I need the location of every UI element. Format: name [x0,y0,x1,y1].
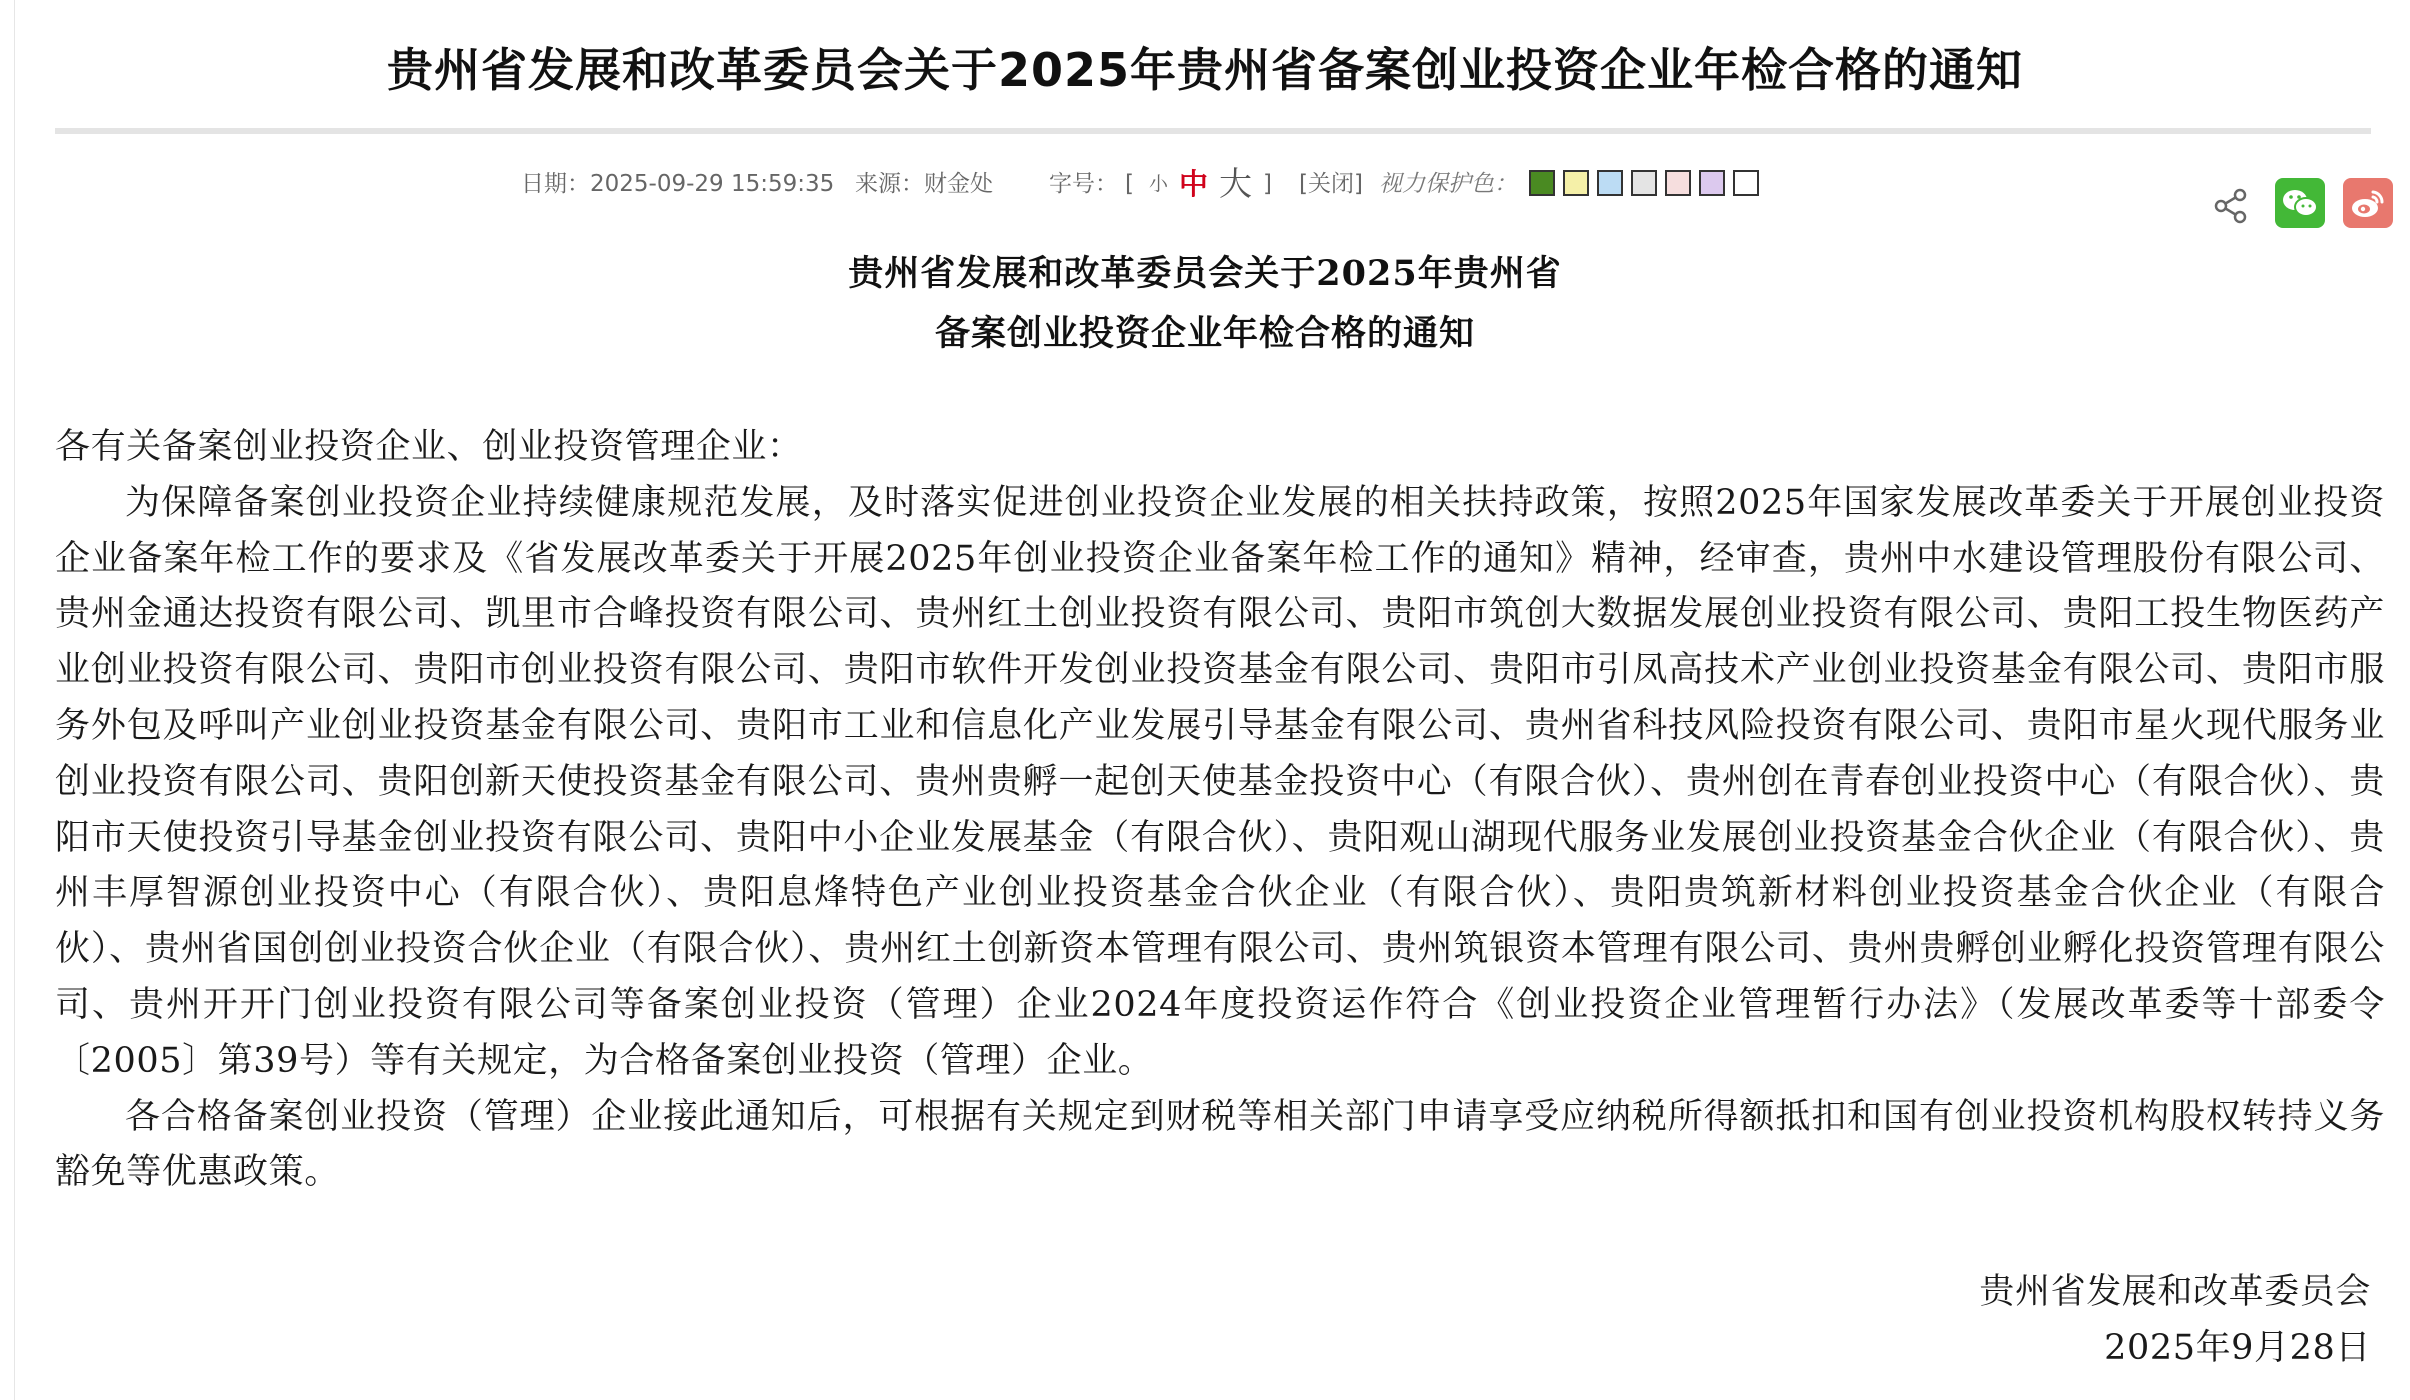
document-title-line-1: 贵州省发展和改革委员会关于2025年贵州省 [848,253,1562,294]
document-title-line-2: 备案创业投资企业年检合格的通知 [934,313,1475,354]
weibo-share-button[interactable] [2343,178,2393,228]
eye-color-swatch-blue[interactable] [1597,170,1623,196]
font-size-small-button[interactable]: 小 [1149,173,1169,195]
font-size-large-button[interactable]: 大 [1219,164,1252,203]
eye-color-swatch-pink[interactable] [1665,170,1691,196]
eye-color-swatch-purple[interactable] [1699,170,1725,196]
eye-color-swatch-white[interactable] [1733,170,1759,196]
share-icon[interactable] [2211,186,2251,226]
source-label: 来源：财金处 [855,171,993,197]
body-paragraph-2: 各合格备案创业投资（管理）企业接此通知后，可根据有关规定到财税等相关部门申请享受应纳税所得额抵扣和国有创业投资机构股权转持义务豁免等优惠政策。 [55,1096,2385,1193]
salutation: 各有关备案创业投资企业、创业投资管理企业： [55,427,803,467]
eye-protection-label: 视力保护色： [1379,171,1517,197]
signature-organization: 贵州省发展和改革委员会 [1979,1272,2371,1312]
font-size-medium-button[interactable]: 中 [1179,167,1209,201]
document-body [55,420,2385,1201]
body-paragraph-1: 为保障备案创业投资企业持续健康规范发展，及时落实促进创业投资企业发展的相关扶持政策，按照2025年国家发展改革委关于开展创业投资企业备案年检工作的要求及《省发展改革委关于开展2025年创业投资企业备案年检工作的通知》精神，经审查，贵州中水建设管理股份有限公司、贵州金通达投资有限公司、凯里市合峰投资有限公司、贵州红土创业投资有限公司、贵阳市筑创大数据发展创业投资有限公司、贵阳工投生物医药产业创业投资有限公司、贵阳市创业投资有限公司、贵阳市软件开发创业投资基金有限公司、贵阳市引凤高技术产业创业投资基金有限公司、贵阳市服务外包及呼叫产业创业投资基金有限公司、贵阳市工业和信息化产业发展引导基金有限公司、贵州省科技风险投资有限公司、贵阳市星火现代服务业创业投资有限公司、贵阳创新天使投资基金有限公司、贵州贵孵一起创天使基金投资中心（有限合伙）、贵州创在青春创业投资中心（有限合伙）、贵阳市天使投资引导基金创业投资有限公司、贵阳中小企业发展基金（有限合伙）、贵阳观山湖现代服务业发展创业投资基金合伙企业（有限合伙）、贵州丰厚智源创业投资中心（有限合伙）、贵阳息烽特色产业创业投资基金合伙企业（有限合伙）、贵阳贵筑新材料创业投资基金合伙企业（有限合伙）、贵州省国创创业投资合伙企业（有限合伙）、贵州红土创新资本管理有限公司、贵州筑银资本管理有限公司、贵州贵孵创业孵化投资管理有限公司、贵州开开门创业投资有限公司等备案创业投资（管理）企业2024年度投资运作符合《创业投资企业管理暂行办法》（发展改革委等十部委令〔2005〕第39号）等有关规定，为合格备案创业投资（管理）企业。 [55,482,2385,1081]
font-size-label: 字号： [1049,171,1118,197]
page-title: 贵州省发展和改革委员会关于2025年贵州省备案创业投资企业年检合格的通知 [386,43,2024,97]
weibo-icon [2343,178,2393,228]
font-size-bracket-open: [ [1125,171,1134,197]
share-toolbar [2211,178,2401,234]
eye-color-swatch-yellow[interactable] [1563,170,1589,196]
signature-date: 2025年9月28日 [2104,1328,2371,1368]
article-meta-bar [15,164,2395,204]
font-size-bracket-close: ] [1263,171,1272,197]
article-page [14,0,2410,1400]
publish-date: 日期：2025-09-29 15:59:35 [521,171,835,197]
title-divider [55,128,2371,134]
wechat-icon [2275,178,2325,228]
eye-color-swatch-gray[interactable] [1631,170,1657,196]
wechat-share-button[interactable] [2275,178,2325,228]
eye-color-swatch-green[interactable] [1529,170,1555,196]
close-page-link[interactable]: [关闭] [1299,171,1363,197]
